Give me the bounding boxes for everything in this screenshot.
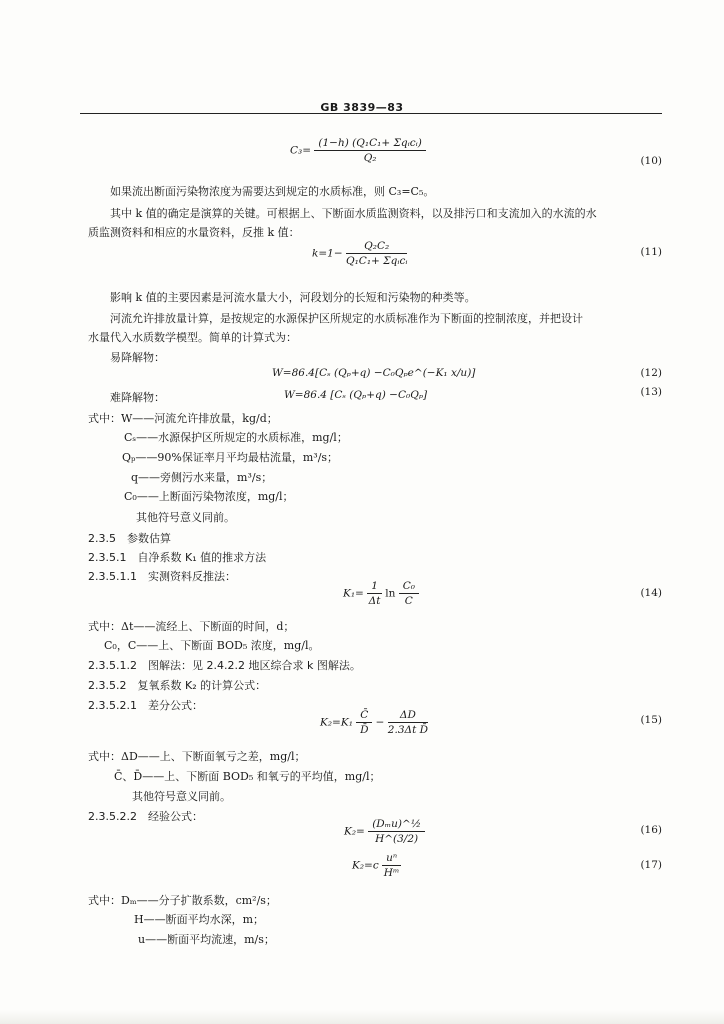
eq11-fraction	[346, 240, 407, 267]
where-w: 式中：W——河流允许排放量，kg/d；	[88, 412, 278, 425]
equation-13-number: (13)	[640, 386, 662, 398]
eq10-denominator: Q₂	[363, 152, 377, 164]
eq17-fraction	[382, 852, 401, 879]
eq15-f2-denominator: 2.3Δt D̄	[387, 724, 429, 736]
eq10-numerator: (1−h) (Q₁C₁+ Σqᵢcᵢ)	[314, 137, 425, 151]
eq14-fraction-1	[367, 580, 382, 607]
eq15-f1-denominator: D̄	[360, 724, 369, 736]
eq15-lhs: K₂=K₁	[320, 716, 353, 729]
standard-code-header: GB 3839—83	[320, 101, 404, 114]
section-2-3-5-2-1: 2.3.5.2.1 差分公式：	[88, 699, 203, 712]
eq16-numerator: (Dₘu)^½	[368, 818, 425, 832]
eq10-lhs: C₃=	[290, 144, 312, 157]
paragraph-2-line-1: 其中 k 值的确定是演算的关键。可根据上、下断面水质监测资料，以及排污口和支流加入的水流的水	[110, 207, 597, 220]
where-others: 其他符号意义同前。	[136, 511, 235, 524]
where-c-d-mean: C̄、D̄——上、下断面 BOD₅ 和氧亏的平均值，mg/l；	[114, 770, 381, 783]
equation-16	[344, 818, 425, 845]
eq16-lhs: K₂=	[344, 825, 365, 838]
equation-12: W=86.4[Cₛ (Qₚ+q) −C₀Qₚe^(−K₁ x/u)]	[272, 367, 476, 379]
eq15-fraction-1	[356, 709, 372, 736]
where-c0: C₀——上断面污染物浓度，mg/l；	[124, 490, 294, 503]
equation-12-number: (12)	[640, 367, 662, 379]
eq14-f1-numerator: 1	[367, 580, 382, 594]
where-u: u——断面平均流速，m/s；	[138, 933, 275, 946]
section-2-3-5: 2.3.5 参数估算	[88, 532, 171, 545]
eq11-lhs: k=1−	[312, 247, 343, 260]
equation-14-number: (14)	[640, 587, 662, 599]
equation-10	[290, 137, 426, 164]
paragraph-1: 如果流出断面污染物浓度为需要达到规定的水质标准，则 C₃=C₅。	[110, 185, 435, 198]
section-2-3-5-1-2: 2.3.5.1.2 图解法：见 2.4.2.2 地区综合求 k 图解法。	[88, 659, 361, 672]
equation-13: W=86.4 [Cₛ (Qₚ+q) −C₀Qₚ]	[284, 389, 428, 401]
eq15-minus: −	[375, 716, 385, 729]
where-dt: 式中：Δt——流经上、下断面的时间，d；	[88, 620, 295, 633]
eq15-f2-numerator: ΔD	[388, 709, 428, 723]
paragraph-4-line-2: 水量代入水质数学模型。简单的计算式为：	[88, 331, 297, 344]
where-cs: Cₛ——水源保护区所规定的水质标准，mg/l；	[124, 431, 348, 444]
equation-17	[352, 852, 401, 879]
equation-10-number: (10)	[640, 155, 662, 167]
eq14-f2-denominator: C	[404, 595, 413, 607]
eq14-lhs: K₁=	[343, 587, 364, 600]
eq17-numerator: uⁿ	[382, 852, 401, 866]
scan-bottom-edge	[0, 1010, 724, 1024]
eq11-numerator: Q₂C₂	[346, 240, 407, 254]
equation-15-number: (15)	[640, 714, 662, 726]
equation-17-number: (17)	[640, 859, 662, 871]
equation-15	[320, 709, 428, 736]
where-h: H——断面平均水深，m；	[134, 913, 265, 926]
header-rule	[80, 113, 662, 114]
eq17-lhs: K₂=c	[352, 859, 379, 872]
equation-16-number: (16)	[640, 824, 662, 836]
paragraph-4-line-1: 河流允许排放量计算，是按规定的水源保护区所规定的水质标准作为下断面的控制浓度，并把设计	[110, 312, 583, 325]
where-q: q——旁侧污水来量，m³/s；	[131, 471, 273, 484]
eq16-fraction	[368, 818, 425, 845]
eq10-fraction	[314, 137, 425, 164]
where-c0-c: C₀，C——上、下断面 BOD₅ 浓度，mg/l。	[104, 639, 320, 652]
eq15-fraction-2	[388, 709, 428, 736]
where-others-2: 其他符号意义同前。	[132, 790, 231, 803]
where-dm: 式中：Dₘ——分子扩散系数，cm²/s；	[88, 894, 277, 907]
hard-degradable-label: 难降解物：	[110, 391, 165, 404]
eq14-f2-numerator: C₀	[399, 580, 419, 594]
section-2-3-5-1-1: 2.3.5.1.1 实测资料反推法：	[88, 570, 236, 583]
paragraph-2-line-2: 质监测资料和相应的水量资料，反推 k 值：	[88, 226, 300, 239]
section-2-3-5-2-2: 2.3.5.2.2 经验公式：	[88, 810, 203, 823]
section-2-3-5-2: 2.3.5.2 复氧系数 K₂ 的计算公式：	[88, 679, 267, 692]
equation-11	[312, 240, 407, 267]
eq16-denominator: H^(3/2)	[375, 833, 419, 845]
equation-14	[343, 580, 419, 607]
eq15-f1-numerator: C̄	[356, 709, 372, 723]
eq11-denominator: Q₁C₁+ Σqᵢcᵢ	[345, 255, 408, 267]
easy-degradable-label: 易降解物：	[110, 351, 165, 364]
paragraph-3: 影响 k 值的主要因素是河流水量大小，河段划分的长短和污染物的种类等。	[110, 291, 476, 304]
equation-11-number: (11)	[640, 246, 662, 258]
eq17-denominator: Hᵐ	[383, 867, 400, 879]
eq14-ln: ln	[385, 587, 396, 600]
eq14-f1-denominator: Δt	[368, 595, 381, 607]
eq14-fraction-2	[399, 580, 419, 607]
where-qp: Qₚ——90%保证率月平均最枯流量，m³/s；	[122, 451, 339, 464]
where-delta-d: 式中：ΔD——上、下断面氧亏之差，mg/l；	[88, 750, 306, 763]
section-2-3-5-1: 2.3.5.1 自净系数 K₁ 值的推求方法	[88, 551, 267, 564]
